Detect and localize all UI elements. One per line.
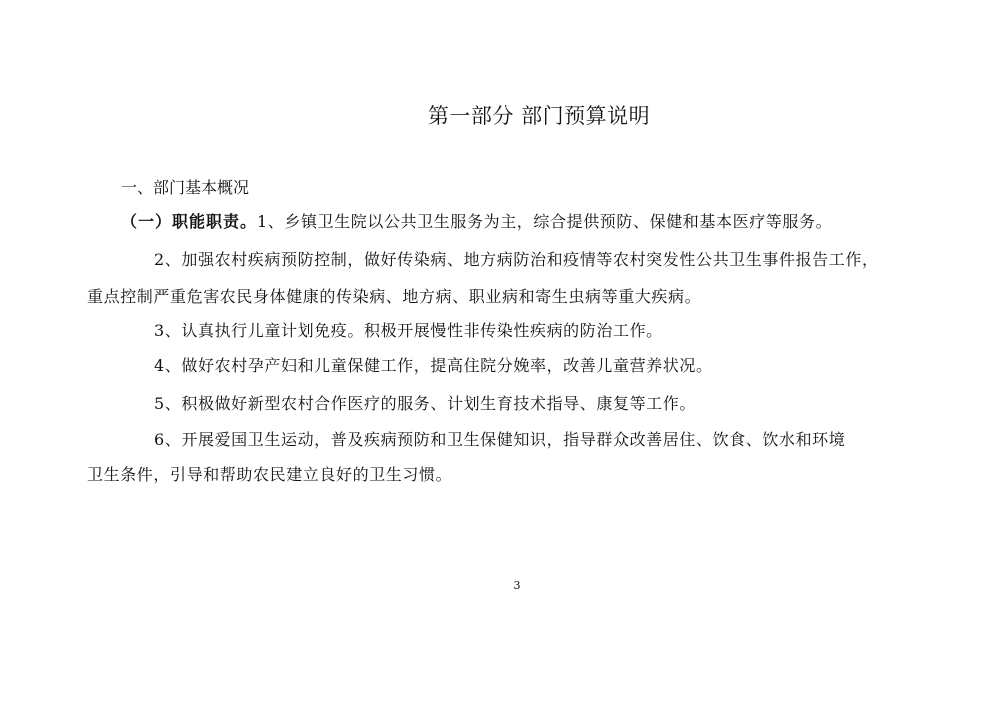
page-title: 第一部分 部门预算说明 — [427, 104, 651, 128]
paragraph-6-line-2: 卫生条件，引导和帮助农民建立良好的卫生习惯。 — [87, 465, 453, 484]
page-number: 3 — [513, 579, 521, 592]
paragraph-2-line-2: 重点控制严重危害农民身体健康的传染病、地方病、职业病和寄生虫病等重大疾病。 — [87, 287, 702, 306]
paragraph-5: 5、积极做好新型农村合作医疗的服务、计划生育技术指导、康复等工作。 — [154, 394, 696, 413]
paragraph-2-line-1: 2、加强农村疾病预防控制，做好传染病、地方病防治和疫情等农村突发性公共卫生事件报告工作， — [154, 250, 879, 269]
paragraph-6-line-1: 6、开展爱国卫生运动，普及疾病预防和卫生保健知识，指导群众改善居住、饮食、饮水和环境 — [154, 430, 846, 449]
paragraph-duties — [121, 209, 832, 235]
sub-heading-duties: （一）职能职责。 — [121, 212, 258, 231]
section-heading: 一、部门基本概况 — [121, 178, 250, 197]
paragraph-1-text: 1、乡镇卫生院以公共卫生服务为主，综合提供预防、保健和基本医疗等服务。 — [257, 212, 833, 231]
paragraph-4: 4、做好农村孕产妇和儿童保健工作，提高住院分娩率，改善儿童营养状况。 — [154, 356, 713, 375]
paragraph-3: 3、认真执行儿童计划免疫。积极开展慢性非传染性疾病的防治工作。 — [154, 321, 663, 340]
